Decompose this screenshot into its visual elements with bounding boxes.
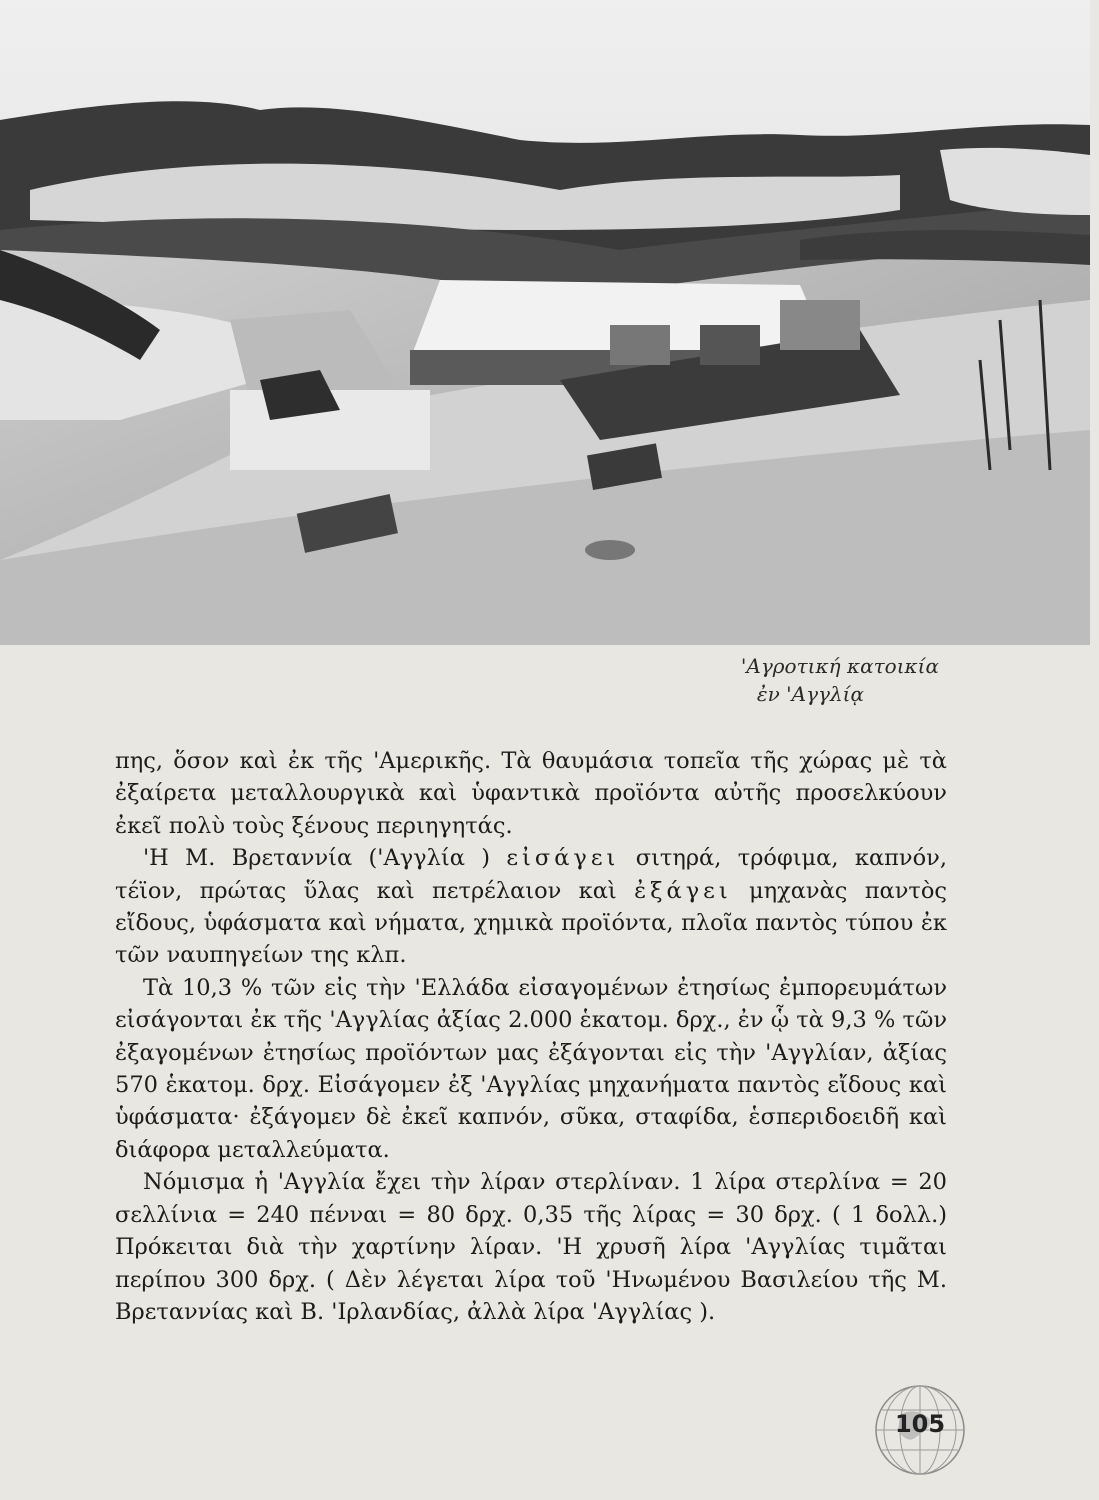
photo-caption xyxy=(741,652,939,708)
page-number-badge xyxy=(870,1380,970,1480)
paragraph-3: Τὰ 10,3 % τῶν εἰς τὴν 'Ελλάδα εἰσαγομένων ἐτησίως ἐμπορευμάτων εἰσάγονται ἐκ τῆς 'Αγγλίας ἀξίας 2.000 ἑκατομ. δρχ., ἐν ᾧ τὰ 9,3 % τῶν ἐξαγομένων ἐτησίως προϊόντων μας ἐξάγονται εἰς τὴν 'Αγγλίαν, ἀξίας 570 ἑκατομ. δρχ. Εἰσάγομεν ἐξ 'Αγγλίας μηχανήματα παντὸς εἴδους καὶ ὑφάσματα· ἐξάγομεν δὲ ἐκεῖ καπνόν, σῦκα, σταφίδα, ἑσπεριδοειδῆ καὶ διάφορα μεταλλεύματα. xyxy=(115,974,947,1163)
caption-line-2: ἐν 'Αγγλίᾳ xyxy=(756,682,864,706)
body-text xyxy=(115,745,947,1328)
caption-line-1: 'Αγροτική κατοικία xyxy=(740,654,939,678)
farm-landscape-photo xyxy=(0,0,1090,645)
paragraph-2 xyxy=(115,842,947,972)
emphasis-imports: εἰσάγει xyxy=(506,845,620,872)
paragraph-4: Νόμισμα ἡ 'Αγγλία ἔχει τὴν λίραν στερλίναν. 1 λίρα στερλίνα = 20 σελλίνια = 240 πένναι = 80 δρχ. 0,35 τῆς λίρας = 30 δρχ. ( 1 δολλ.) Πρόκειται διὰ τὴν χαρτίνην λίραν. 'Η χρυσῆ λίρα 'Αγγλίας τιμᾶται περίπου 300 δρχ. ( Δὲν λέγεται λίρα τοῦ 'Ηνωμένου Βασιλείου τῆς Μ. Βρεταννίας καὶ Β. 'Ιρλανδίας, ἀλλὰ λίρα 'Αγγλίας ). xyxy=(115,1169,947,1325)
page-number: 105 xyxy=(894,1410,946,1438)
emphasis-exports: ἐξάγει xyxy=(634,877,732,904)
paragraph-1: πης, ὅσον καὶ ἐκ τῆς 'Αμερικῆς. Τὰ θαυμάσια τοπεῖα τῆς χώρας μὲ τὰ ἐξαίρετα μεταλλουργικὰ καὶ ὑφαντικὰ προϊόντα αὐτῆς προσελκύουν ἐκεῖ πολὺ τοὺς ξένους περιηγητάς. xyxy=(115,748,947,839)
paragraph-2-part-c: σιτηρά, τρόφιμα, καπνόν, τέϊον, πρώτας ὕλας καὶ πετρέλαιον καὶ xyxy=(115,845,947,904)
paragraph-2-part-a: 'Η Μ. Βρεταννία ('Αγγλία ) xyxy=(143,845,507,872)
paragraph-2-part-e: μηχανὰς παντὸς εἴδους, ὑφάσματα καὶ νήματα, χημικὰ προϊόντα, πλοῖα παντὸς τύπου ἐκ τῶν ναυπηγείων της κλπ. xyxy=(115,877,947,969)
